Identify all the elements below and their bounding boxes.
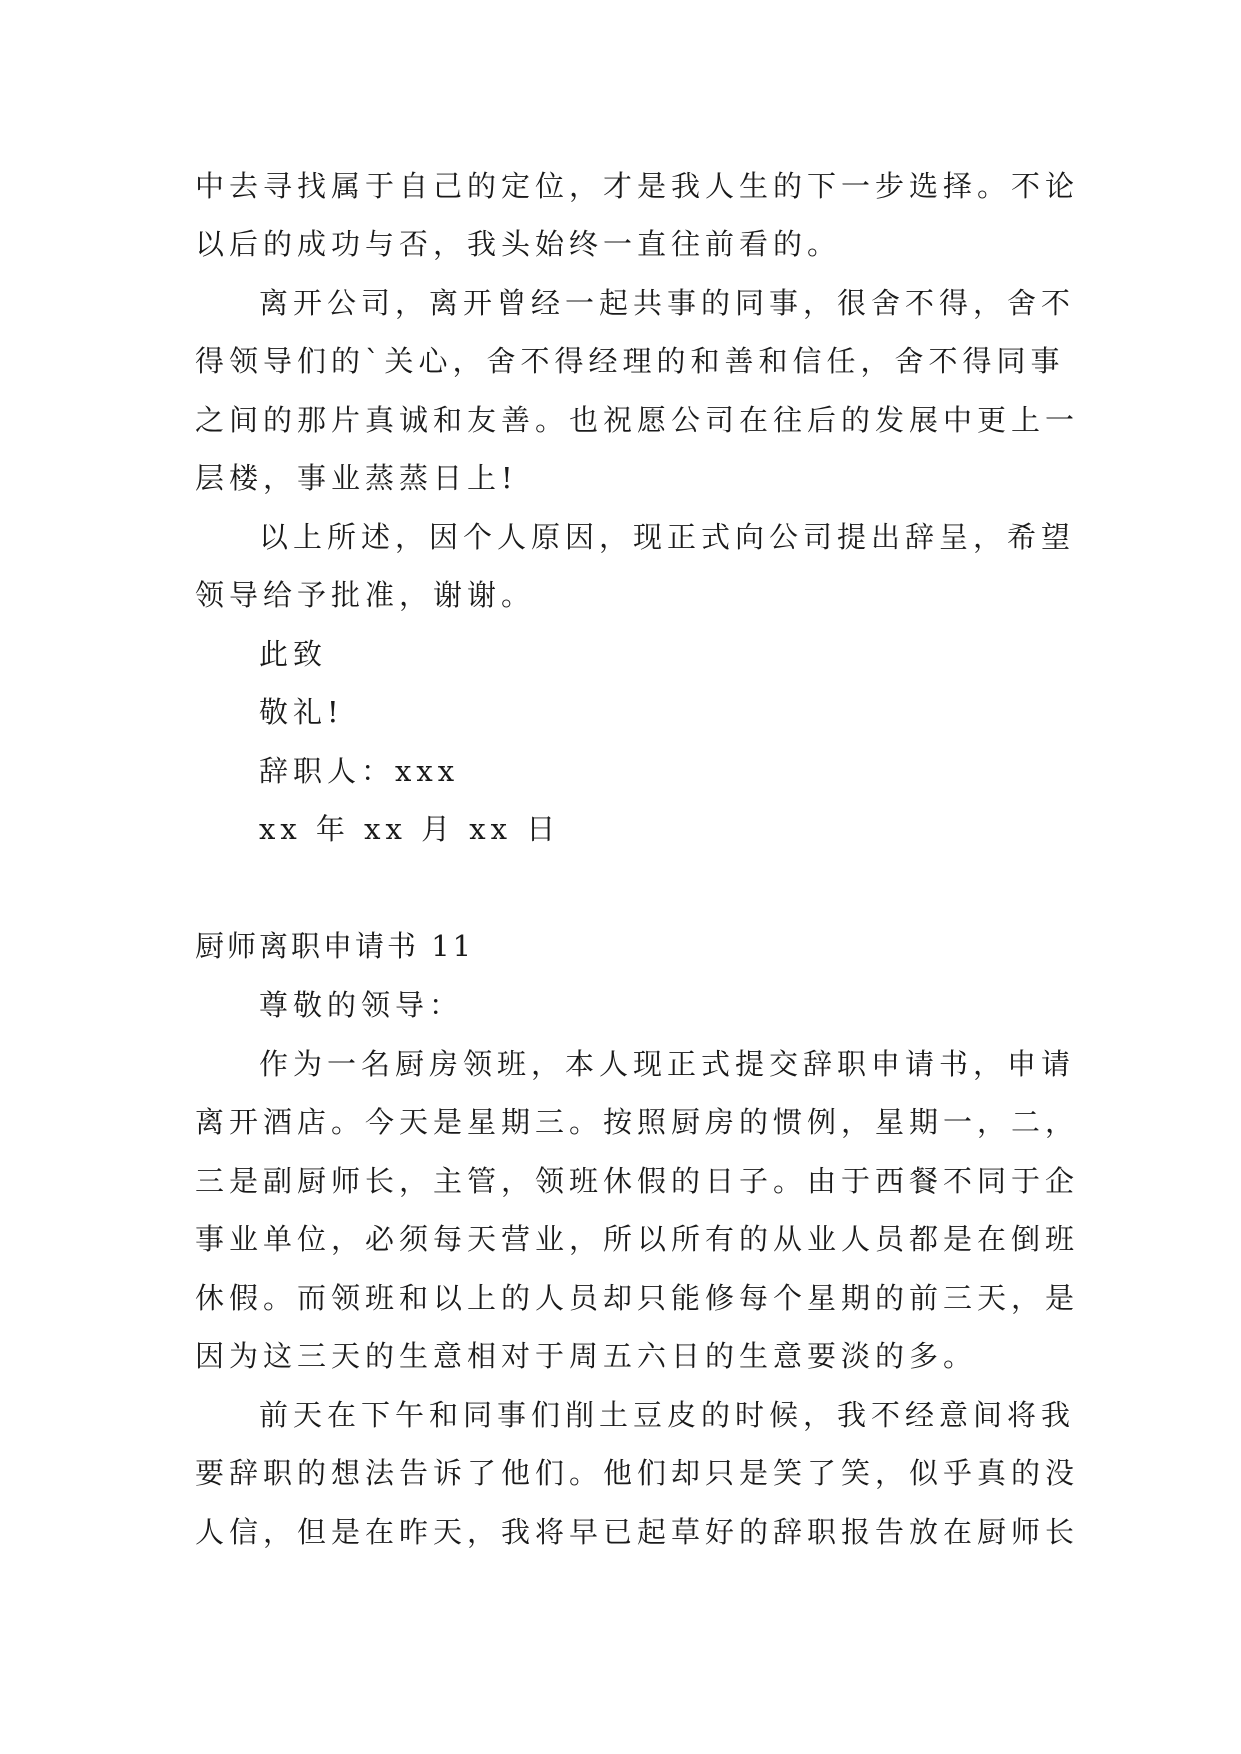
date-line: xx 年 xx 月 xx 日 — [259, 812, 561, 846]
section-title: 厨师离职申请书 11 — [195, 929, 475, 963]
text-line: 领导给予批准，谢谢。 — [195, 578, 536, 612]
text-line: 因为这三天的生意相对于周五六日的生意要淡的多。 — [195, 1339, 978, 1373]
text-line: 以后的成功与否，我头始终一直往前看的。 — [195, 227, 842, 261]
closing-salutation: 敬礼! — [259, 695, 344, 729]
text-line: 得领导们的`关心，舍不得经理的和善和信任，舍不得同事 — [195, 344, 1065, 378]
text-line: 人信，但是在昨天，我将早已起草好的辞职报告放在厨师长 — [195, 1515, 1080, 1549]
text-line: 前天在下午和同事们削土豆皮的时候，我不经意间将我 — [259, 1398, 1076, 1432]
text-line: 要辞职的想法告诉了他们。他们却只是笑了笑，似乎真的没 — [195, 1456, 1080, 1490]
text-line: 事业单位，必须每天营业，所以所有的从业人员都是在倒班 — [195, 1222, 1080, 1256]
text-line: 作为一名厨房领班，本人现正式提交辞职申请书，申请 — [259, 1047, 1076, 1081]
text-line: 休假。而领班和以上的人员却只能修每个星期的前三天，是 — [195, 1281, 1080, 1315]
text-line: 离开酒店。今天是星期三。按照厨房的惯例，星期一，二， — [195, 1105, 1080, 1139]
text-line: 之间的那片真诚和友善。也祝愿公司在往后的发展中更上一 — [195, 403, 1080, 437]
signature-line: 辞职人：xxx — [259, 754, 460, 788]
greeting-line: 尊敬的领导： — [259, 988, 464, 1022]
text-line: 离开公司，离开曾经一起共事的同事，很舍不得，舍不 — [259, 286, 1076, 320]
text-line: 以上所述，因个人原因，现正式向公司提出辞呈，希望 — [259, 520, 1076, 554]
text-line: 中去寻找属于自己的定位，才是我人生的下一步选择。不论 — [195, 169, 1080, 203]
text-line: 三是副厨师长，主管，领班休假的日子。由于西餐不同于企 — [195, 1164, 1080, 1198]
text-line: 层楼，事业蒸蒸日上! — [195, 461, 518, 495]
closing-line: 此致 — [259, 637, 328, 671]
